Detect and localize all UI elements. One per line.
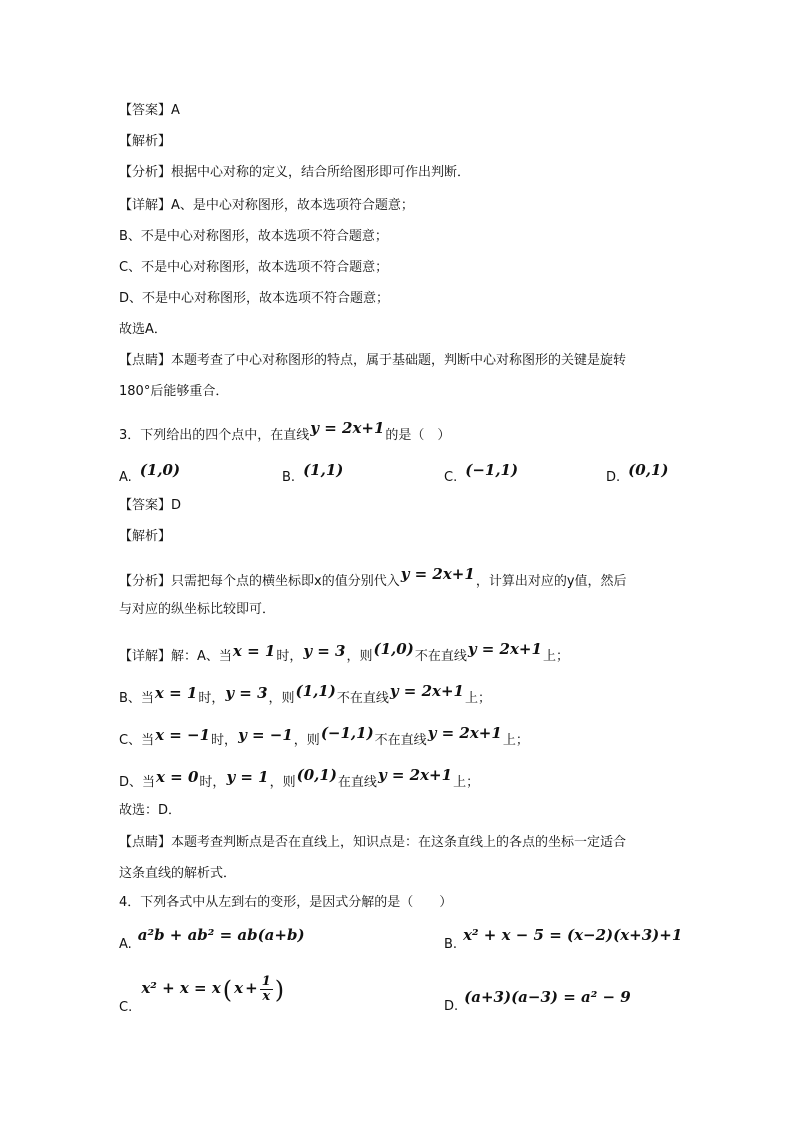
option-d-explain: D、不是中心对称图形，故本选项不符合题意；	[119, 291, 390, 306]
xiangjie-line: 【详解】A、是中心对称图形，故本选项符合题意；	[119, 198, 414, 213]
analysis-heading: 【解析】	[119, 134, 172, 149]
q4-option-c-fraction: $\frac{1}{x}$	[261, 974, 271, 1004]
q3-option-a: A. (1,0)	[119, 461, 181, 485]
q3-answer: 【答案】D	[119, 498, 182, 513]
q4-option-b: B.x² + x − 5 = (x−2)(x+3)+1	[444, 926, 683, 952]
dianjing-line-1: 【点睛】本题考查了中心对称图形的特点，属于基础题，判断中心对称图形的关键是旋转	[119, 353, 627, 368]
choose-line: 故选A．	[119, 322, 167, 337]
q4-stem: 4．下列各式中从左到右的变形，是因式分解的是（ ）	[119, 895, 453, 910]
q4-option-a: A.a²b + ab² = ab(a+b)	[119, 926, 305, 952]
q3-option-c: C. (−1,1)	[444, 461, 519, 485]
dianjing-line-2: 180°后能够重合．	[119, 384, 229, 399]
option-c-explain: C、不是中心对称图形，故本选项不符合题意；	[119, 260, 389, 275]
q3-dianjing-line-1: 【点睛】本题考查判断点是否在直线上，知识点是：在这条直线上的各点的坐标一定适合	[119, 835, 627, 850]
fenxi-line: 【分析】根据中心对称的定义，结合所给图形即可作出判断．	[119, 165, 471, 180]
q4-option-c-formula: x² + x = x( x + $\frac{1}{x}$ )	[141, 974, 285, 1004]
q3-detail-c: C、当x = −1时，y = −1，则(−1,1)不在直线y = 2x+1上；	[119, 724, 529, 748]
q3-stem: 3．下列给出的四个点中，在直线y = 2x+1的是（ ）	[119, 419, 451, 443]
q3-analysis-heading: 【解析】	[119, 529, 172, 544]
q3-fenxi-line-2: 与对应的纵坐标比较即可．	[119, 602, 276, 617]
q3-detail-b: B、当x = 1时，y = 3，则(1,1)不在直线y = 2x+1上；	[119, 682, 491, 706]
q4-option-c: C. x² + x = x( x + $\frac{1}{x}$ )	[119, 974, 285, 1015]
q3-option-d: D. (0,1)	[606, 461, 669, 485]
q3-option-b: B. (1,1)	[282, 461, 344, 485]
q3-choose: 故选：D．	[119, 803, 182, 818]
answer-line: 【答案】A	[119, 103, 180, 118]
option-b-explain: B、不是中心对称图形，故本选项不符合题意；	[119, 229, 388, 244]
q3-detail-d: D、当x = 0时，y = 1，则(0,1)在直线y = 2x+1上；	[119, 766, 480, 790]
q3-fenxi-line: 【分析】只需把每个点的横坐标即x的值分别代入y = 2x+1，计算出对应的y值，然后	[119, 565, 627, 589]
q3-stem-equation: y = 2x+1	[310, 419, 385, 437]
q3-dianjing-line-2: 这条直线的解析式．	[119, 866, 237, 881]
q4-option-d: D.(a+3)(a−3) = a² − 9	[444, 988, 631, 1014]
q3-detail-a: 【详解】解：A、当x = 1时，y = 3，则(1,0)不在直线y = 2x+1上；	[119, 640, 569, 664]
